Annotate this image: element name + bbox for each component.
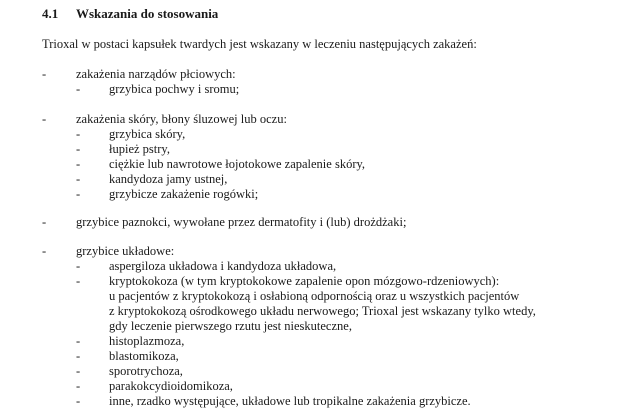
item-dash: - bbox=[76, 334, 81, 348]
item-dash: - bbox=[76, 364, 81, 378]
item-dash: - bbox=[76, 82, 81, 96]
item-dash: - bbox=[76, 274, 81, 288]
list-item: grzybica skóry, bbox=[109, 127, 186, 141]
group-title: grzybice układowe: bbox=[76, 244, 175, 258]
list-item: kryptokokoza (w tym kryptokokowe zapalenie opon mózgowo-rdzeniowych): bbox=[109, 274, 500, 288]
item-dash: - bbox=[76, 142, 81, 156]
item-dash: - bbox=[76, 157, 81, 171]
item-dash: - bbox=[76, 394, 81, 408]
group-dash: - bbox=[42, 244, 47, 258]
list-item: sporotrychoza, bbox=[109, 364, 183, 378]
list-item: parakokcydioidomikoza, bbox=[109, 379, 233, 393]
group-title: zakażenia narządów płciowych: bbox=[76, 67, 236, 81]
section-title: Wskazania do stosowania bbox=[76, 6, 219, 21]
list-item: łupież pstry, bbox=[109, 142, 170, 156]
item-dash: - bbox=[76, 127, 81, 141]
group-dash: - bbox=[42, 112, 47, 126]
item-dash: - bbox=[76, 349, 81, 363]
list-item: histoplazmoza, bbox=[109, 334, 185, 348]
section-number: 4.1 bbox=[42, 6, 59, 21]
item-dash: - bbox=[76, 259, 81, 273]
list-item-continuation: z kryptokokozą ośrodkowego układu nerwowego; Trioxal jest wskazany tylko wtedy, bbox=[109, 304, 536, 318]
item-dash: - bbox=[76, 172, 81, 186]
item-dash: - bbox=[76, 187, 81, 201]
intro-text: Trioxal w postaci kapsułek twardych jest wskazany w leczeniu następujących zakażeń: bbox=[42, 37, 477, 51]
list-item: inne, rzadko występujące, układowe lub tropikalne zakażenia grzybicze. bbox=[109, 394, 471, 408]
group-dash: - bbox=[42, 67, 47, 81]
list-item: blastomikoza, bbox=[109, 349, 179, 363]
list-item-continuation: u pacjentów z kryptokokozą i osłabioną odpornością oraz u wszystkich pacjentów bbox=[109, 289, 520, 303]
list-item: grzybica pochwy i sromu; bbox=[109, 82, 240, 96]
list-item: grzybicze zakażenie rogówki; bbox=[109, 187, 259, 201]
group-title: grzybice paznokci, wywołane przez dermatofity i (lub) drożdżaki; bbox=[76, 215, 407, 229]
section-heading bbox=[42, 6, 218, 22]
group-dash: - bbox=[42, 215, 47, 229]
group-title: zakażenia skóry, błony śluzowej lub oczu: bbox=[76, 112, 287, 126]
item-dash: - bbox=[76, 379, 81, 393]
list-item: ciężkie lub nawrotowe łojotokowe zapalenie skóry, bbox=[109, 157, 366, 171]
list-item-continuation: gdy leczenie pierwszego rzutu jest nieskuteczne, bbox=[109, 319, 352, 333]
list-item: kandydoza jamy ustnej, bbox=[109, 172, 228, 186]
list-item: aspergiloza układowa i kandydoza układowa, bbox=[109, 259, 337, 273]
